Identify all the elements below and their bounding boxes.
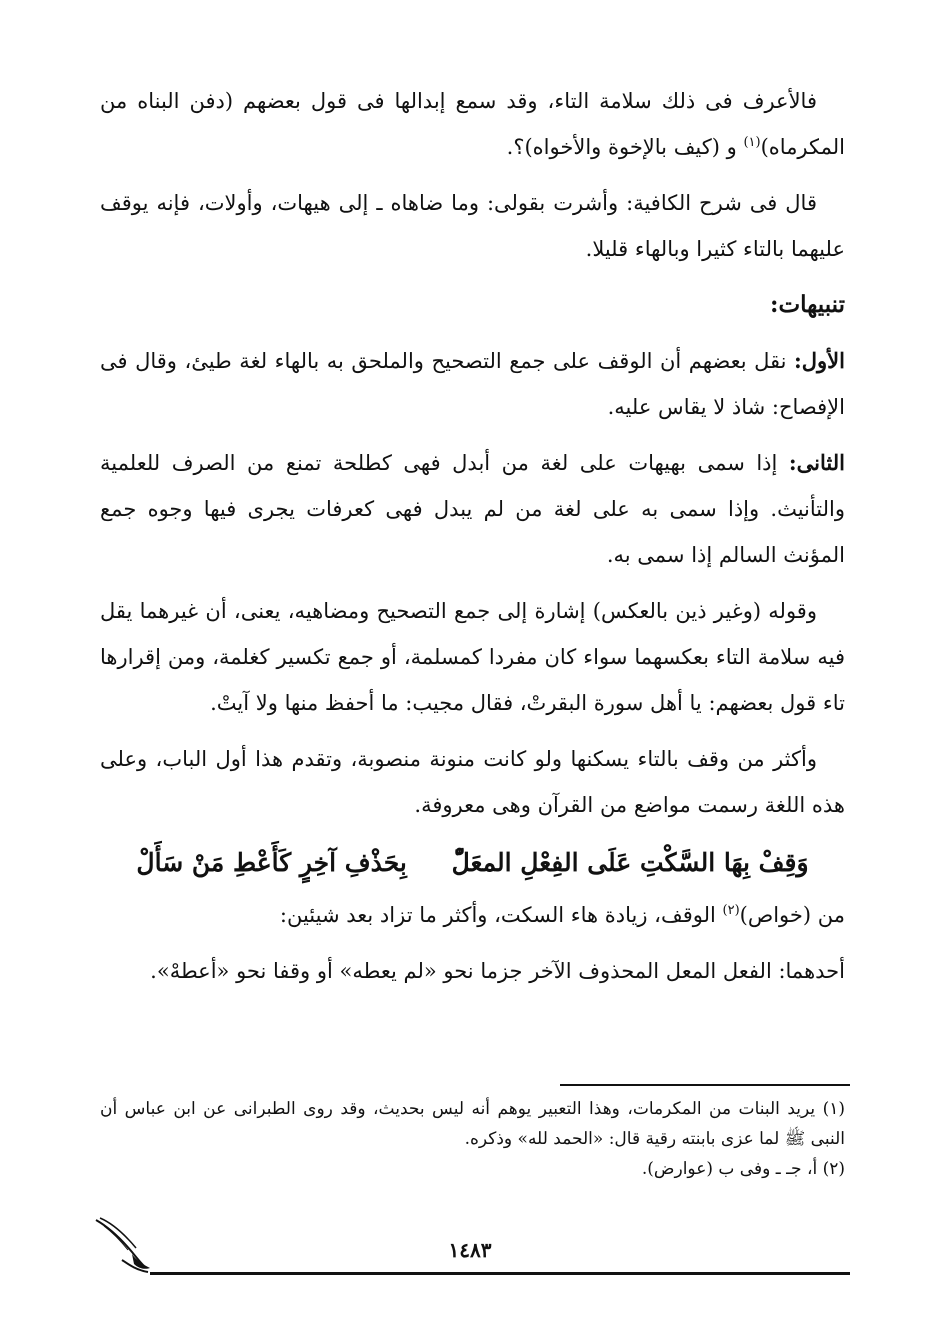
footnote-divider <box>560 1084 850 1086</box>
footnote-1: (١) يريد البنات من المكرمات، وهذا التعبير يوهم أنه ليس بحديث، وقد روى الطبرانى عن ابن عباس أن النبى ﷺ لما عزى بابنته رقية قال: «الحمد لله» وذكره. <box>100 1099 845 1149</box>
paragraph-1-text: فالأعرف فى ذلك سلامة التاء، وقد سمع إبدالها فى قول بعضهم (دفن البناه من المكرماه) <box>100 89 845 159</box>
paragraph-4 <box>100 440 845 578</box>
bottom-divider <box>150 1272 850 1275</box>
paragraph-3-lead: الأول: <box>794 348 845 373</box>
verse-line <box>100 838 845 888</box>
verse-hemistich-2: بِحَذْفِ آخِرٍ كَأَعْطِ مَنْ سَأَلْ <box>136 848 407 877</box>
paragraph-1-tail: و (كيف بالإخوة والأخواه)؟. <box>506 135 744 159</box>
footnote-ref-1[interactable]: (١) <box>743 135 761 150</box>
paragraph-4-lead: الثانى: <box>788 450 845 475</box>
verse-hemistich-1: وَقِفْ بِهَا السَّكْتِ عَلَى الفِعْلِ المعَلّْ <box>451 848 809 877</box>
paragraph-2: قال فى شرح الكافية: وأشرت بقولى: وما ضاهاه ـ إلى هيهات، وأولات، فإنه يوقف عليهما بالتاء كثيرا وبالهاء قليلا. <box>100 191 845 261</box>
paragraph-6: وأكثر من وقف بالتاء يسكنها ولو كانت منونة منصوبة، وتقدم هذا أول الباب، وعلى هذه اللغة رسمت مواضع من القرآن وهى معروفة. <box>100 747 845 817</box>
footnotes <box>100 1094 845 1184</box>
paragraph-7 <box>100 892 845 938</box>
paragraph-3-text: نقل بعضهم أن الوقف على جمع التصحيح والملحق به بالهاء لغة طيئ، وقال فى الإفصاح: شاذ لا يقاس عليه. <box>100 349 845 419</box>
paragraph-7-head: من (خواص) <box>739 903 845 927</box>
paragraph-8: أحدهما: الفعل المعل المحذوف الآخر جزما نحو «لم يعطه» أو وقفا نحو «أعطهْ». <box>150 959 845 983</box>
paragraph-5: وقوله (وغير ذين بالعكس) إشارة إلى جمع التصحيح ومضاهيه، يعنى، أن غيرهما يقل فيه سلامة التاء بعكسهما سواء كان مفردا كمسلمة، أو جمع تكسير كغلمة، ومن إقرارها تاء قول بعضهم: يا أهل سورة البقرتْ، فقال مجيب: ما أحفظ منها ولا آيتْ. <box>100 599 845 715</box>
page-body <box>100 78 845 1004</box>
footnote-2: (٢) أ، جـ ـ وفى ب (عوارض). <box>641 1159 845 1179</box>
section-heading: تنبيهات: <box>770 291 845 318</box>
page-number: ١٤٨٣ <box>448 1238 492 1262</box>
paragraph-7-tail: الوقف، زيادة هاء السكت، وأكثر ما تزاد بعد شيئين: <box>279 903 723 927</box>
paragraph-3 <box>100 338 845 430</box>
footnote-ref-2[interactable]: (٢) <box>722 903 740 918</box>
quill-icon <box>92 1214 154 1274</box>
paragraph-4-text: إذا سمى بهيهات على لغة من أبدل فهى كطلحة تمنع من الصرف للعلمية والتأنيث. وإذا سمى به على لغة من لم يبدل فهى كعرفات يجرى فيها وجوه جمع المؤنث السالم إذا سمى به. <box>100 451 845 567</box>
paragraph-1 <box>100 78 845 170</box>
